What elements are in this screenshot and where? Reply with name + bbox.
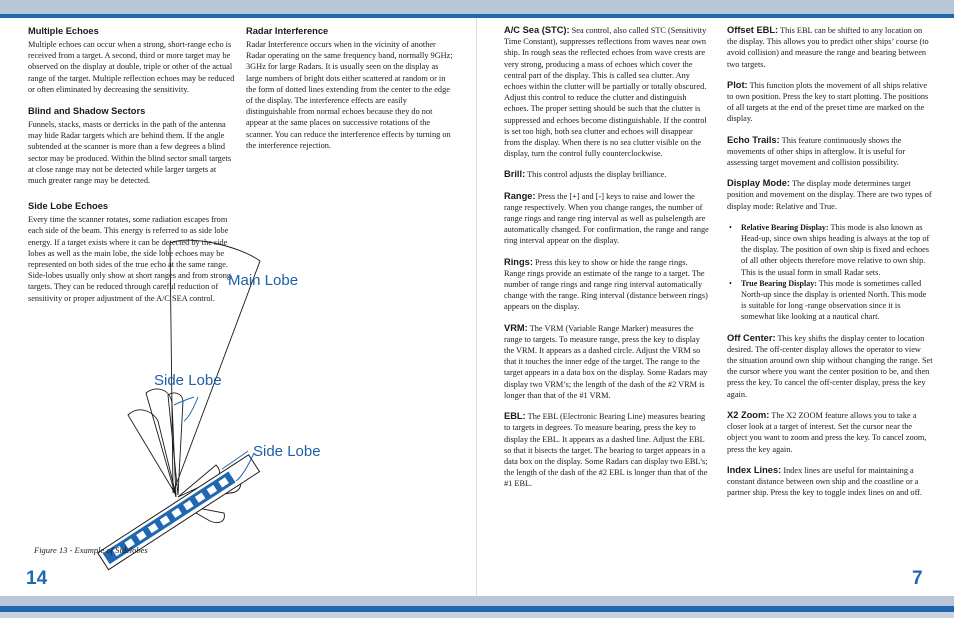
entry-text: Press the [+] and [-] keys to raise and lower the range respectively. When you change ranges, the number of range rings and range ring interval as well as pulselength are automatically changed. For confirmation, the range and range ring interval appear on the display.: [504, 191, 709, 246]
section-radar-interference: [246, 25, 454, 151]
list-item-label: True Bearing Display:: [741, 278, 817, 288]
sidelobe-figure: [98, 225, 321, 575]
entry-text: This function plots the movement of all ships relative to own position. Press the key to start plotting. The positions of all targets at the end of the preset time are marked on the display.: [727, 80, 929, 124]
entry-label: Display Mode:: [727, 178, 791, 189]
entry-label: EBL:: [504, 411, 526, 422]
entry-plot: [727, 80, 933, 125]
top-stripe: [0, 0, 954, 14]
entry-label: Echo Trails:: [727, 134, 780, 145]
entry-text: Index lines are useful for maintaining a constant distance between own ship and the coastline or a partner ship. Press the key to toggle index lines on and off.: [727, 465, 923, 498]
entry-text: The display mode determines target position and movement on the display. There are two types of display mode: Relative and True.: [727, 179, 932, 211]
label-pointer: [184, 397, 198, 421]
entry-offset-ebl: [727, 25, 933, 70]
page-number-left: 14: [26, 568, 48, 589]
entry-brill: [504, 169, 709, 180]
side-lobe-label-upper: Side Lobe: [154, 372, 222, 389]
entry-x2-zoom: [727, 410, 933, 455]
page-gutter: [476, 18, 477, 596]
list-item-label: Relative Bearing Display:: [741, 222, 829, 232]
entry-label: A/C Sea (STC):: [504, 25, 570, 35]
page-number-right: 7: [912, 568, 923, 589]
entry-range: [504, 191, 709, 247]
figure-caption: Figure 13 - Example of Sidelobes: [34, 545, 148, 555]
section-blind-sectors: [28, 105, 236, 186]
display-mode-list: [727, 222, 933, 323]
entry-display-mode: [727, 178, 933, 212]
entry-label: Range:: [504, 190, 536, 201]
entry-off-center: [727, 333, 933, 400]
entry-text: The X2 ZOOM feature allows you to take a closer look at a target of interest. Set the cursor near the object you want to zoom and press the key. To cancel zoom, press the key again.: [727, 410, 927, 454]
section-heading: Blind and Shadow Sectors: [28, 106, 146, 117]
entry-text: The VRM (Variable Range Marker) measures the range to targets. To measure range, press the key to display the VRM. It appears as a dashed circle. Adjust the VRM so that it touches the inner edge of the target. The range to the target appears in a data box on the display. Some Radars may display two VRM’s; the length of the dash of the #2 VRM is longer than that of the #1 VRM.: [504, 323, 708, 400]
section-body: Every time the scanner rotates, some radiation escapes from each side of the beam. This energy is referred to as side lobe energy. If a target exists where it can be detected by the side lobes as well as the main lobe, the side lobe echoes may be represented on both sides of the true echo at the same range. Side-lobes usually only show at short ranges and from strong targets. They can be reduced through careful reduction of sensitivity or proper adjustment of the A/C SEA control.: [28, 215, 232, 303]
bottom-stripe-light: [0, 612, 954, 618]
entry-vrm: [504, 323, 709, 401]
list-item-text: This mode is also known as Head-up, since own ships heading is always at the top of the display. The position of own ship is fixed and echoes of all other objects therefore move relative to own ship. This is the usual form in small Radar sets.: [741, 222, 930, 277]
entry-text: This feature continuously shows the movements of other ships in afterglow. It is useful for assessing target movement and collision possibility.: [727, 135, 906, 168]
section-body: Radar Interference occurs when in the vicinity of another Radar operating on the same frequency band, normally 9GHz; 3GHz for large Radars. It is usually seen on the display as large numbers of bright dots either scattered at random or in the form of dotted lines extending from the center to the edge of the display. The interference effects are easily distinguishable from normal echoes because they do not appear at the same places on successive rotations of the scanner. You can reduce the interference effects by turning on the interference rejection.: [246, 40, 453, 150]
entry-ebl: [504, 411, 709, 489]
section-body: Funnels, stacks, masts or derricks in the path of the antenna may hide Radar targets which are behind them. If the angle subtended at the scanner is more than a few degrees a blind sector may be produced. Within the blind sector small targets at close range may not be detected while larger targets at much greater range may be detected.: [28, 120, 232, 186]
section-heading: Multiple Echoes: [28, 26, 99, 36]
left-page-column-2: [246, 25, 454, 161]
entry-rings: [504, 257, 709, 313]
section-multiple-echoes: [28, 25, 236, 95]
entry-label: Brill:: [504, 169, 526, 180]
entry-text: Sea control, also called STC (Sensitivity Time Constant), suppresses reflections from waves near own ship. In rough seas the reflected echoes from wave crests are very strong, producing a mass of echoes which cover the central part of the display. This is called sea clutter. Any echoes within the clutter will be partially or totally obscured. Adjust this control to reduce the clutter and distinguish echoes. The proper setting should be such that the clutter is suppressed and echoes become distinguishable. If the control is set too high, both sea clutter and echoes will disappear from the display. When there is no sea clutter visible on the display, turn the control fully counterclockwise.: [504, 26, 707, 159]
list-item: [727, 222, 933, 278]
top-accent-stripe: [0, 14, 954, 18]
list-item-text: This mode is sometimes called North-up since the display is oriented North. This mode is suitable for long -range observation since it is somewhat like looking at a nautical chart.: [741, 278, 927, 322]
list-item: [727, 278, 933, 323]
bottom-stripe: [0, 596, 954, 606]
entry-label: Offset EBL:: [727, 25, 779, 35]
side-lobe-label-lower: Side Lobe: [253, 443, 321, 460]
section-heading: Side Lobe Echoes: [28, 201, 109, 212]
entry-text: This EBL can be shifted to any location on the display. This allows you to predict other ships’ course (to avoid collision) and measure the range and bearing between two targets.: [727, 26, 929, 69]
entry-label: Plot:: [727, 79, 748, 90]
main-lobe-label: Main Lobe: [228, 272, 299, 289]
entry-text: This control adjusts the display brilliance.: [525, 170, 667, 180]
section-heading: Radar Interference: [246, 26, 329, 36]
entry-text: The EBL (Electronic Bearing Line) measures bearing to targets in degrees. To measure bearing, press the key to display the EBL. It appears as a dashed line. Adjust the EBL so that it bisects the target. The bearing to target appears in a data box on the display. Some Radars can display two EBL’s; the length of the dash of the #2 EBL is longer than that of the #1 EBL.: [504, 412, 708, 489]
entry-text: This key shifts the display center to location desired. The off-center display allows the operator to view the situation around own ship without changing the range. Set the cursor where you want the center position to be, and then press the key. To cancel the off-center display, press the key again.: [727, 333, 933, 399]
side-lobe-shape: [128, 410, 176, 495]
entry-echo-trails: [727, 135, 933, 169]
entry-ac-sea: [504, 25, 709, 159]
entry-text: Press this key to show or hide the range rings. Range rings provide an estimate of the range to a target. The number of range rings and range ring interval automatically change with the range. Ring interval (distance between rings) appears on the display.: [504, 257, 708, 312]
entry-label: X2 Zoom:: [727, 409, 770, 420]
entry-index-lines: [727, 465, 933, 499]
section-body: Multiple echoes can occur when a strong, short-range echo is received from a target. A second, third or more target may be observed on the display at double, triple or other of the actual range of the target. Multiple reflection echoes may be reduced or often eliminated by decreasing the sensitivity.: [28, 40, 235, 94]
entry-label: VRM:: [504, 322, 528, 333]
label-pointer: [174, 397, 194, 405]
entry-label: Rings:: [504, 256, 533, 267]
entry-label: Index Lines:: [727, 464, 782, 475]
entry-label: Off Center:: [727, 332, 776, 343]
right-page-column-1: [504, 25, 709, 500]
right-page-column-2: [727, 25, 933, 508]
